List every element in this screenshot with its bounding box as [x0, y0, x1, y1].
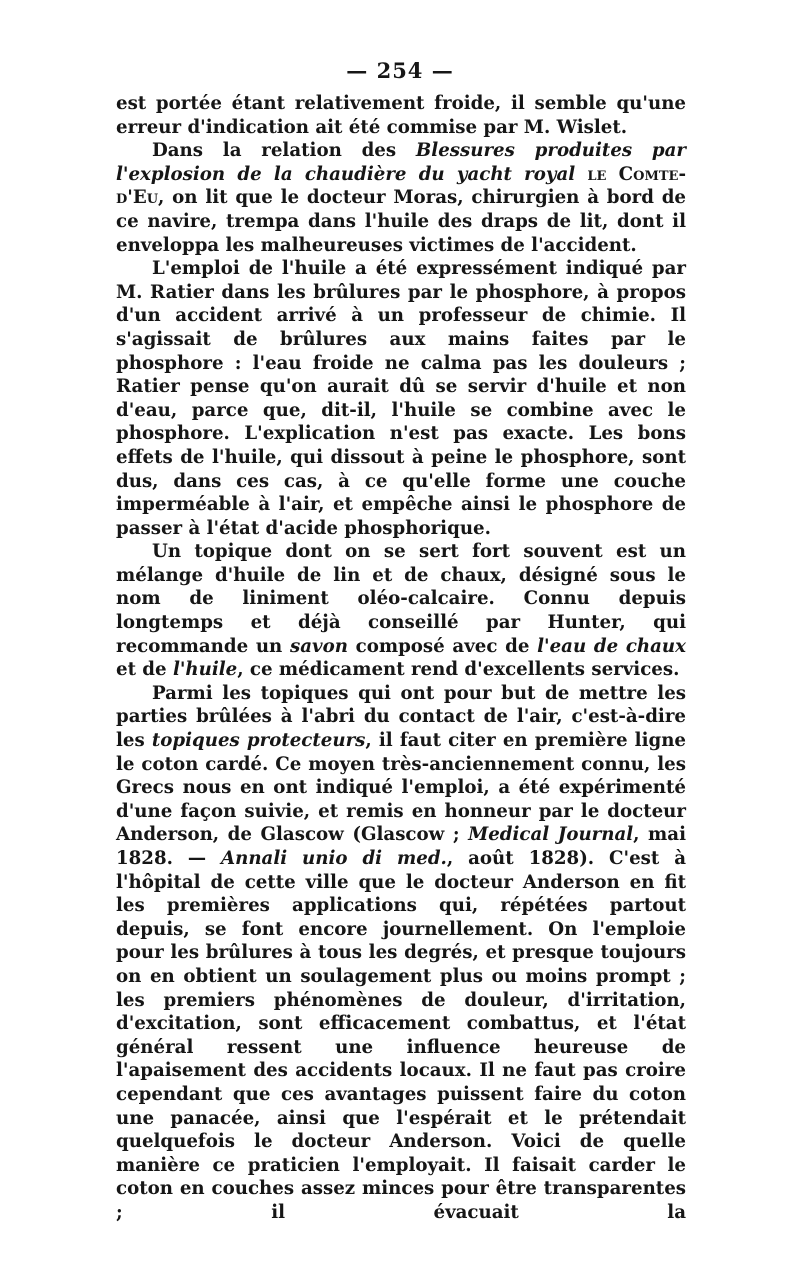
paragraph	[116, 682, 686, 1225]
text-run: Dans la relation des	[152, 140, 416, 162]
paragraph	[116, 92, 686, 139]
text-run: Parmi les topiques qui ont pour but de mettre les parties brûlées à l'abri du contact de l'air, c'est-à-dire les	[116, 682, 686, 752]
page-number: — 254 —	[346, 58, 454, 83]
text-run	[575, 164, 587, 185]
italic-text: savon	[289, 635, 348, 657]
italic-text: Blessures produites par l'explosion de la chaudière du yacht royal	[116, 140, 686, 185]
text-run: , ce médicament rend d'excellents services.	[237, 659, 680, 681]
paragraph	[116, 257, 686, 540]
paragraph	[116, 540, 686, 682]
italic-text: Annali unio di med.	[220, 848, 447, 869]
text-run: composé avec de	[347, 635, 538, 657]
text-run: , on lit que le docteur Moras, chirurgien à bord de ce navire, trempa dans l'huile des draps de lit, dont il enveloppa les malheureuses victimes de l'accident.	[116, 187, 686, 256]
text-run: , il faut citer en première ligne le coton cardé. Ce moyen très-anciennement connu, les Grecs nous en ont indiqué l'emploi, a été expérimenté d'une façon suivie, et remis en honneur par le docteur Anderson, de Glascow (Glascow ;	[116, 730, 686, 846]
paragraph	[116, 139, 686, 257]
body-text	[116, 92, 686, 1225]
text-run: , août 1828). C'est à l'hôpital de cette ville que le docteur Anderson en fit les premières applications qui, répétées partout depuis, se font encore journellement. On l'emploie pour les brûlures à tous les degrés, et presque toujours on en obtient un soulagement plus ou moins prompt ; les premiers phénomènes de douleur, d'irritation, d'excitation, sont efficacement combattus, et l'état général ressent une influence heureuse de l'apaisement des accidents locaux. Il ne faut pas croire cependant que ces avantages puissent faire du coton une panacée, ainsi que l'espérait et le prétendait quelquefois le docteur Anderson. Voici de quelle manière ce praticien l'employait. Il faisait carder le coton en couches assez minces pour être transparentes ; il évacuait la	[116, 848, 687, 1223]
italic-text: topiques protecteurs	[151, 730, 366, 752]
text-run: est portée étant relativement froide, il semble qu'une erreur d'indication ait été commise par M. Wislet.	[116, 93, 686, 138]
italic-text: Medical Journal	[468, 824, 634, 846]
italic-text: l'eau de chaux	[537, 635, 686, 657]
text-run: , mai 1828. —	[116, 824, 686, 869]
text-run: Un topique dont on se sert fort souvent est un mélange d'huile de lin et de chaux, désigné sous le nom de liniment oléo-calcaire. Connu depuis longtemps et déjà conseillé par Hunter, qui recommande un	[116, 541, 686, 657]
text-run: L'emploi de l'huile a été expressément indiqué par M. Ratier dans les brûlures par le phosphore, à propos d'un accident arrivé à un professeur de chimie. Il s'agissait de brûlures aux mains faites par le phosphore : l'eau froide ne calma pas les douleurs ; Ratier pense qu'on aurait dû se servir d'huile et non d'eau, parce que, dit-il, l'huile se combine avec le phosphore. L'explication n'est pas exacte. Les bons effets de l'huile, qui dissout à peine le phosphore, sont dus, dans ces cas, à ce qu'elle forme une couche imperméable à l'air, et empêche ainsi le phosphore de passer à l'état d'acide phosphorique.	[116, 258, 686, 539]
italic-text: l'huile	[172, 659, 238, 681]
small-caps-text: le Comte-d'Eu	[116, 163, 686, 209]
text-run: et de	[116, 659, 173, 681]
